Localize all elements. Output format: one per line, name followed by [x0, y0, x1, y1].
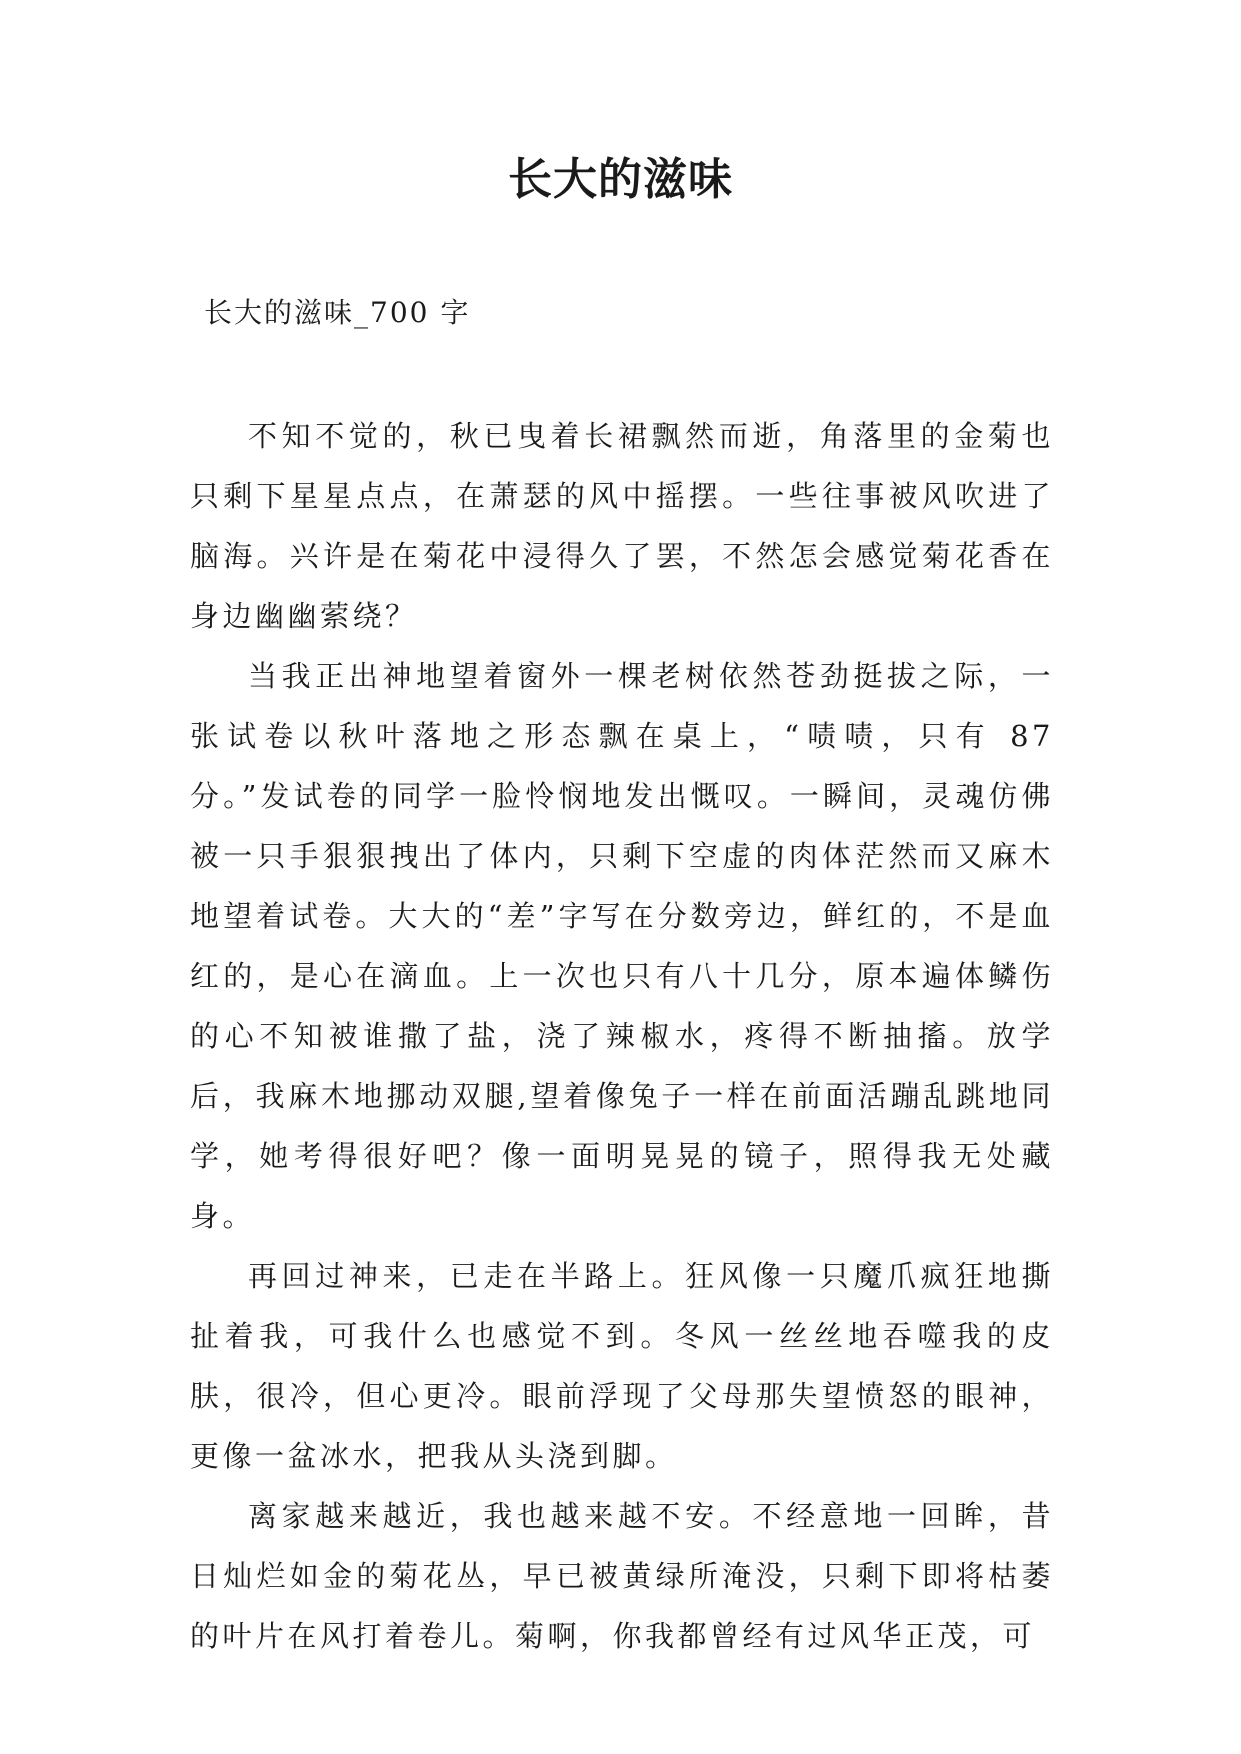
document-body	[190, 406, 1054, 1666]
document-title: 长大的滋味	[508, 154, 733, 205]
document-subtitle: 长大的滋味_700 字	[204, 296, 471, 329]
paragraph: 不知不觉的，秋已曳着长裙飘然而逝，角落里的金菊也只剩下星星点点，在萧瑟的风中摇摆。一些往事被风吹进了脑海。兴许是在菊花中浸得久了罢，不然怎会感觉菊花香在身边幽幽萦绕？	[190, 419, 1054, 633]
paragraph: 离家越来越近，我也越来越不安。不经意地一回眸，昔日灿烂如金的菊花丛，早已被黄绿所淹没，只剩下即将枯萎的叶片在风打着卷儿。菊啊，你我都曾经有过风华正茂，可	[190, 1499, 1054, 1653]
paragraph: 再回过神来，已走在半路上。狂风像一只魔爪疯狂地撕扯着我，可我什么也感觉不到。冬风一丝丝地吞噬我的皮肤，很冷，但心更冷。眼前浮现了父母那失望愤怒的眼神，更像一盆冰水，把我从头浇到脚。	[190, 1259, 1054, 1473]
paragraph: 当我正出神地望着窗外一棵老树依然苍劲挺拔之际，一张试卷以秋叶落地之形态飘在桌上，“啧啧，只有 87 分。”发试卷的同学一脸怜悯地发出慨叹。一瞬间，灵魂仿佛被一只手狠狠拽出了体内，只剩下空虚的肉体茫然而又麻木地望着试卷。大大的“差”字写在分数旁边，鲜红的，不是血红的，是心在滴血。上一次也只有八十几分，原本遍体鳞伤的心不知被谁撒了盐，浇了辣椒水，疼得不断抽搐。放学后，我麻木地挪动双腿,望着像兔子一样在前面活蹦乱跳地同学，她考得很好吧？像一面明晃晃的镜子，照得我无处藏身。	[190, 659, 1054, 1233]
